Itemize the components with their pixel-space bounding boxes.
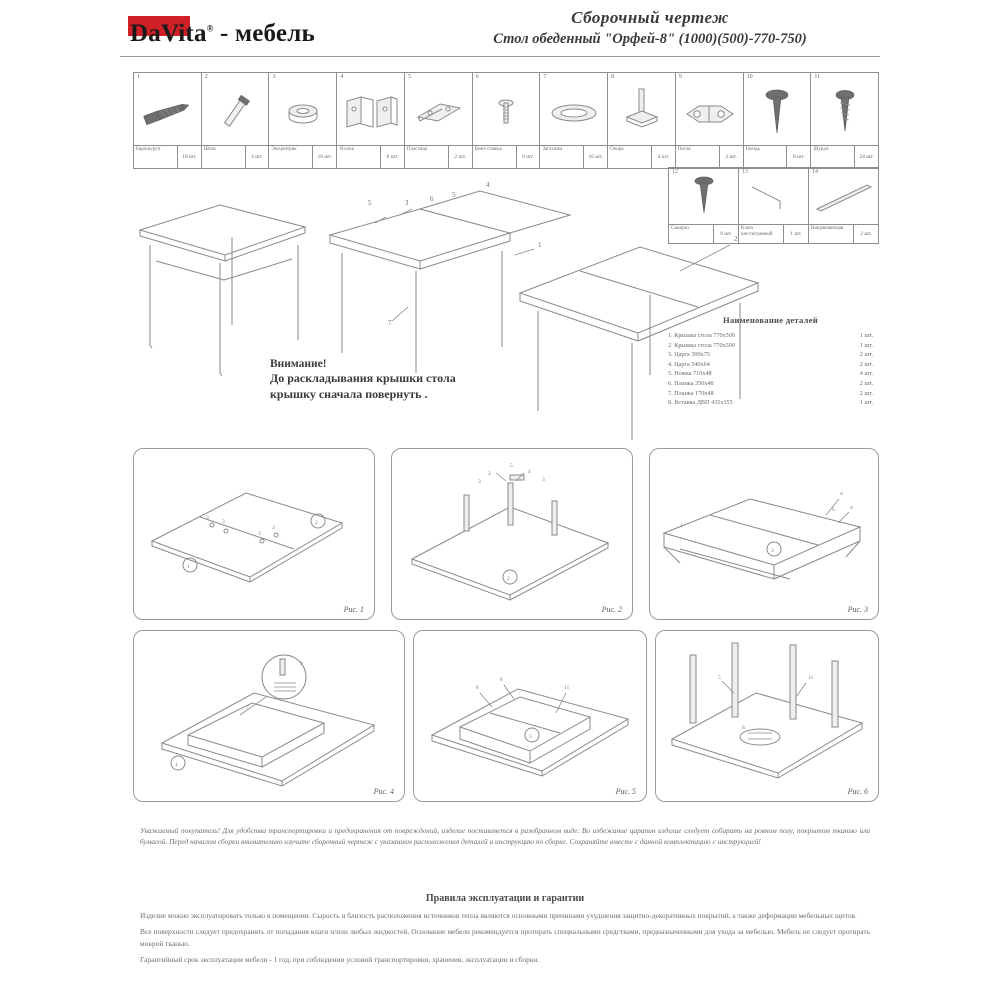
parts-table <box>133 72 879 169</box>
svg-text:6: 6 <box>430 195 434 203</box>
document-title: Сборочный чертеж <box>571 8 729 27</box>
svg-text:3: 3 <box>542 477 545 483</box>
part-qty: 4 шт. <box>251 154 263 160</box>
svg-text:5: 5 <box>510 463 513 469</box>
part-list-text: 2. Крышка стола 770х500 <box>668 341 735 349</box>
svg-text:2: 2 <box>315 520 318 526</box>
part-cell <box>540 73 608 168</box>
svg-text:9: 9 <box>300 661 303 667</box>
part-list-text: 7. Планка 170х48 <box>668 389 714 397</box>
customer-note: Уважаемый покупатель! Для удобства транспортировки и предохранения от повреждений, изделие поставляется в разобранном виде. Во избежание царапин изделие следует собирать на ровном полу, покрытом тканью или бумагой. Перед началом сборки внимательно изучите сборочный чертеж с указанием расположения деталей и инструкцию по сборке. Сохраняйте вместе с данной комплектацию с инструкцией! <box>140 826 870 847</box>
figure-3 <box>649 448 879 620</box>
logo-registered-icon: ® <box>206 23 214 34</box>
figure-caption: Рис. 6 <box>847 787 868 796</box>
screw-icon <box>134 87 201 139</box>
part-number: 11 <box>814 74 821 80</box>
rules-title: Правила эксплуатации и гарантии <box>425 893 585 904</box>
part-cell <box>744 73 812 168</box>
part-cell <box>134 73 202 168</box>
part-footer <box>473 145 540 168</box>
part-cell <box>811 73 878 168</box>
part-qty: 16 шт. <box>317 154 333 160</box>
hinge-icon <box>676 87 743 139</box>
brand-logo <box>120 16 410 54</box>
part-number: 5 <box>407 74 411 80</box>
list-item <box>668 398 873 408</box>
svg-text:1: 1 <box>175 762 178 768</box>
part-number: 13 <box>742 169 748 175</box>
warning-title: Внимание! <box>270 358 327 370</box>
part-list-text: 3. Царга 300х75 <box>668 351 710 359</box>
figure-caption: Рис. 4 <box>373 787 394 796</box>
part-number: 4 <box>340 74 344 80</box>
part-name: Направляющая <box>809 225 854 243</box>
part-name: Заглушка <box>540 146 584 168</box>
svg-text:1: 1 <box>538 241 542 249</box>
logo-text <box>130 20 315 48</box>
part-name: Уголок <box>337 146 381 168</box>
svg-text:5: 5 <box>529 734 532 740</box>
part-footer <box>269 145 336 168</box>
svg-text:3: 3 <box>272 525 275 531</box>
list-item <box>668 379 873 389</box>
part-footer <box>337 145 404 168</box>
svg-text:3: 3 <box>222 519 225 525</box>
part-list-text: 8. Вставка ДВП 435х355 <box>668 399 733 407</box>
rod-icon <box>202 87 269 139</box>
rules-paragraph: Все поверхности следует предохранять от попадания влаги и/или любых жидкостей. Основание мебели рекомендуется протирать специальными средствами, предназначенными для ухода за мебелью. Мебель не следует протирать мокрой тканью. <box>140 927 870 948</box>
part-qty: 2 шт. <box>454 154 467 160</box>
table-rotating-illustration <box>330 181 570 373</box>
part-qty: 2 шт. <box>860 231 873 237</box>
svg-text:2: 2 <box>734 235 738 243</box>
wood-screw-icon <box>811 87 878 139</box>
part-footer <box>540 145 607 168</box>
cam-icon <box>269 87 336 139</box>
figure-2 <box>391 448 633 620</box>
part-qty: 16 шт. <box>182 154 197 160</box>
figure-caption: Рис. 3 <box>847 605 868 614</box>
svg-text:11: 11 <box>564 685 570 691</box>
part-footer <box>405 145 472 168</box>
part-number: 2 <box>204 74 208 80</box>
list-item <box>668 341 873 351</box>
plate-icon <box>405 87 472 139</box>
part-footer <box>134 145 201 168</box>
part-number: 3 <box>272 74 276 80</box>
svg-text:8: 8 <box>742 725 745 731</box>
part-list-qty: 1 шт. <box>859 341 873 349</box>
part-name: Шток <box>202 146 246 168</box>
part-list-qty: 2 шт. <box>859 380 873 388</box>
part-cell <box>608 73 676 168</box>
figure-caption: Рис. 1 <box>343 605 364 614</box>
parts-list-items <box>668 331 873 408</box>
table-closed-illustration <box>140 205 305 376</box>
list-item <box>668 350 873 360</box>
part-name: Петля <box>676 146 720 168</box>
nail-icon <box>744 87 811 139</box>
part-number: 1 <box>137 74 140 80</box>
svg-text:4: 4 <box>850 505 853 511</box>
svg-text:3: 3 <box>258 531 261 537</box>
part-list-qty: 2 шт. <box>859 389 873 397</box>
svg-text:4: 4 <box>840 491 843 497</box>
part-name: Ключ шестигранный <box>739 225 784 243</box>
svg-text:4: 4 <box>486 181 490 189</box>
header-divider <box>120 56 880 57</box>
part-name: Гвоздь <box>744 146 788 168</box>
svg-text:2: 2 <box>488 471 491 477</box>
parts-list-title: Наименование деталей <box>723 315 818 325</box>
list-item <box>668 331 873 341</box>
figures-grid <box>133 448 877 800</box>
part-number: 6 <box>475 74 479 80</box>
rules-paragraph: Гарантийный срок эксплуатации мебели - 1 год, при соблюдении условий транспортировки, хранения, эксплуатации и сборки. <box>140 955 540 965</box>
svg-text:5: 5 <box>452 191 456 199</box>
part-number: 10 <box>746 74 753 80</box>
part-number: 9 <box>678 74 682 80</box>
leg-support-icon <box>608 87 675 139</box>
part-qty: 8 шт. <box>793 154 805 160</box>
part-cell <box>473 73 541 168</box>
part-name: Саморез <box>669 225 714 243</box>
part-list-qty: 2 шт. <box>859 351 873 359</box>
part-number: 12 <box>672 169 678 175</box>
warning-line-2: крышку сначала повернуть . <box>270 387 428 402</box>
logo-brand-prefix: DaVita <box>130 20 207 47</box>
warning-line-1: До раскладывания крышки стола <box>270 371 456 385</box>
part-qty: 8 шт. <box>386 154 399 160</box>
part-list-qty: 1 шт. <box>859 399 873 407</box>
svg-text:6: 6 <box>832 507 835 513</box>
list-item <box>668 360 873 370</box>
part-list-qty: 2 шт. <box>859 360 873 368</box>
list-item <box>668 369 873 379</box>
bolt-icon <box>473 87 540 139</box>
part-number: 7 <box>543 74 547 80</box>
part-name: Еврошуруп <box>134 146 178 168</box>
svg-text:3: 3 <box>206 515 209 521</box>
svg-text:5: 5 <box>718 675 721 681</box>
part-qty: 24 шт. <box>859 154 874 160</box>
figure-6 <box>655 630 879 802</box>
svg-text:5: 5 <box>368 199 372 207</box>
part-list-qty: 4 шт. <box>859 370 873 378</box>
part-qty: 2 шт. <box>725 154 738 160</box>
part-cell <box>676 73 744 168</box>
part-qty: 16 шт. <box>588 154 603 160</box>
part-name: Винт-стяжка <box>473 146 517 168</box>
svg-text:2: 2 <box>507 576 510 582</box>
cap-icon <box>540 87 607 139</box>
figure-caption: Рис. 5 <box>615 787 636 796</box>
part-name: Шуруп <box>811 146 855 168</box>
figure-5 <box>413 630 647 802</box>
part-list-text: 4. Царга 540х64 <box>668 360 710 368</box>
part-qty: 8 шт. <box>522 154 534 160</box>
svg-text:7: 7 <box>388 319 392 327</box>
part-qty: 4 шт. <box>657 154 670 160</box>
part-list-text: 1. Крышка стола 770х500 <box>668 332 735 339</box>
part-name: Эксцентрик <box>269 146 313 168</box>
svg-text:3: 3 <box>478 479 481 485</box>
part-footer <box>811 145 878 168</box>
part-number: 8 <box>611 74 615 80</box>
part-footer <box>202 145 269 168</box>
figure-caption: Рис. 2 <box>601 605 622 614</box>
part-qty: 8 шт. <box>720 231 733 237</box>
part-number: 14 <box>812 169 818 175</box>
parts-list <box>668 315 873 408</box>
svg-text:3: 3 <box>405 199 409 207</box>
part-cell <box>337 73 405 168</box>
svg-text:4: 4 <box>528 469 531 475</box>
part-name: Опора <box>608 146 652 168</box>
svg-text:1: 1 <box>187 564 190 570</box>
part-name: Пластина <box>405 146 449 168</box>
list-item <box>668 389 873 399</box>
bracket-icon <box>337 87 404 139</box>
part-list-text: 5. Ножка 710х48 <box>668 370 712 378</box>
figure-4 <box>133 630 405 802</box>
svg-text:8: 8 <box>476 685 479 691</box>
part-footer <box>676 145 743 168</box>
part-footer <box>608 145 675 168</box>
rules-paragraph: Изделие можно эксплуатировать только в помещении. Сырость и близость расположения источников тепла являются основными причинами ухудшения защитно-декоративных покрытий, а также деформации мебельных щитов. <box>140 911 857 920</box>
part-footer <box>744 145 811 168</box>
part-list-text: 6. Планка 350х48 <box>668 380 714 388</box>
figure-1 <box>133 448 375 620</box>
title-block <box>420 8 880 48</box>
svg-text:3: 3 <box>771 548 774 554</box>
rules-block <box>140 910 870 971</box>
document-subtitle: Стол обеденный "Орфей-8" (1000)(500)-770-750) <box>493 31 807 47</box>
document-header <box>120 8 880 56</box>
part-cell <box>405 73 473 168</box>
part-list-qty: 1 шт. <box>859 332 873 339</box>
svg-text:1: 1 <box>680 523 683 529</box>
logo-brand-suffix: - мебель <box>220 20 315 47</box>
svg-text:7: 7 <box>246 705 249 711</box>
part-cell <box>202 73 270 168</box>
part-cell <box>269 73 337 168</box>
warning-block <box>270 358 570 402</box>
svg-text:8: 8 <box>500 677 503 683</box>
svg-text:11: 11 <box>808 675 814 681</box>
part-qty: 1 шт. <box>790 231 803 237</box>
